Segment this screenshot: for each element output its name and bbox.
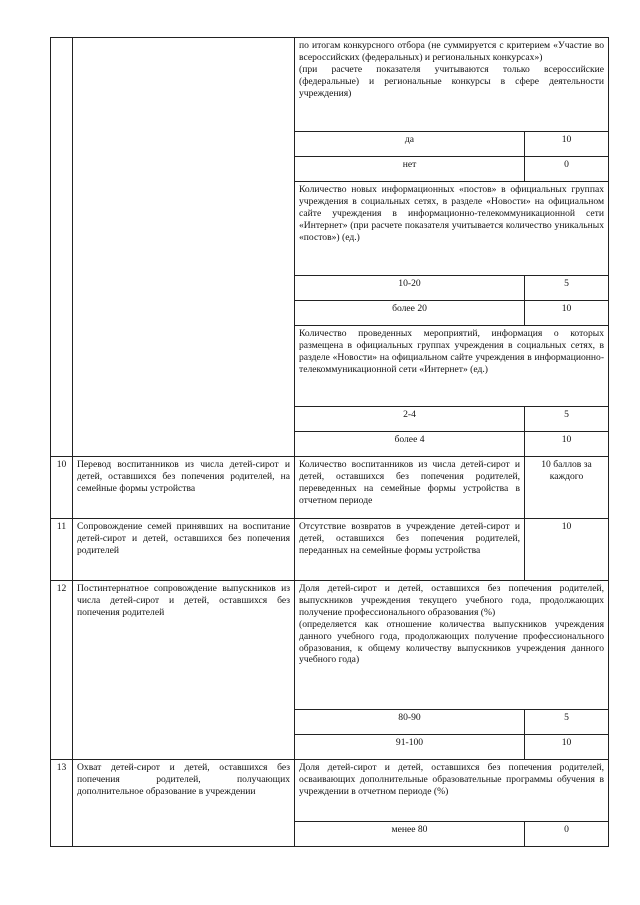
criterion-text: Постинтернатное сопровождение выпускников из числа детей-сирот и детей, оставшихся без попечения родителей [73,581,295,760]
table-row [51,457,609,519]
option-points: 10 [525,432,609,457]
option-points: 0 [525,157,609,182]
table-row [51,38,609,132]
indicator-posts: Количество новых информационных «постов» в официальных группах учреждения в социальных сетях, в разделе «Новости» на официальном сайте учреждения в информационно-телекоммуникационной сети «Интернет» (при расчете показателя учитывается количество уникальных «постов») (ед.) [295,182,609,276]
option-points: 10 [525,132,609,157]
option-points: 10 [525,301,609,326]
row-number: 13 [51,760,73,847]
criterion-text: Сопровождение семей принявших на воспитание детей-сирот и детей, оставшихся без попечения родителей [73,519,295,581]
points-value: 10 [525,519,609,581]
option-label: 2-4 [295,407,525,432]
table-row [51,519,609,581]
criterion-cell-empty [73,38,295,457]
option-points: 0 [525,822,609,847]
indicator-text: Количество воспитанников из числа детей-сирот и детей, оставшихся без попечения родителей, переведенных на семейные формы устройства в отчетном периоде [295,457,525,519]
indicator-text: Доля детей-сирот и детей, оставшихся без попечения родителей, осваивающих дополнительные образовательные программы обучения в учреждении в отчетном периоде (%) [295,760,609,822]
table-row [51,760,609,822]
indicator-text [295,581,609,710]
points-value: 10 баллов за каждого [525,457,609,519]
num-cell-empty [51,38,73,457]
option-label: 10-20 [295,276,525,301]
criterion-text: Охват детей-сирот и детей, оставшихся без попечения родителей, получающих дополнительное образование в учреждении [73,760,295,847]
option-label: нет [295,157,525,182]
indicator-contest [295,38,609,132]
option-label: да [295,132,525,157]
row-number: 10 [51,457,73,519]
indicator-contest-note: (при расчете показателя учитываются только всероссийские (федеральные) и региональные конкурсы в сфере деятельности учреждения) [299,63,605,99]
option-label: 91-100 [295,735,525,760]
table-row [51,581,609,710]
option-points: 5 [525,710,609,735]
indicator-text: Отсутствие возвратов в учреждение детей-сирот и детей, оставшихся без попечения родителей, переданных на семейные формы устройства [295,519,525,581]
criteria-table [50,37,609,847]
option-points: 10 [525,735,609,760]
option-label: 80-90 [295,710,525,735]
option-label: менее 80 [295,822,525,847]
row-number: 11 [51,519,73,581]
row-number: 12 [51,581,73,760]
criterion-text: Перевод воспитанников из числа детей-сирот и детей, оставшихся без попечения родителей, на семейные формы устройства [73,457,295,519]
indicator-contest-main: по итогам конкурсного отбора (не суммируется с критерием «Участие во всероссийских (федеральных) и региональных конкурсах») [299,40,605,63]
option-points: 5 [525,407,609,432]
option-label: более 4 [295,432,525,457]
option-points: 5 [525,276,609,301]
indicator-events: Количество проведенных мероприятий, информация о которых размещена в официальных группах учреждения в социальных сетях, в разделе «Новости» на официальном сайте учреждения в информационно-телекоммуникационной сети «Интернет» (ед.) [295,326,609,407]
indicator-main: Доля детей-сирот и детей, оставшихся без попечения родителей, выпускников учреждения текущего учебного года, продолжающих получение профессионального образования (%) [299,583,605,618]
indicator-note: (определяется как отношение количества выпускников учреждения данного учебного года, продолжающих получение профессионального образования, к общему количеству выпускников учреждения данного учебного года) [299,618,605,666]
option-label: более 20 [295,301,525,326]
